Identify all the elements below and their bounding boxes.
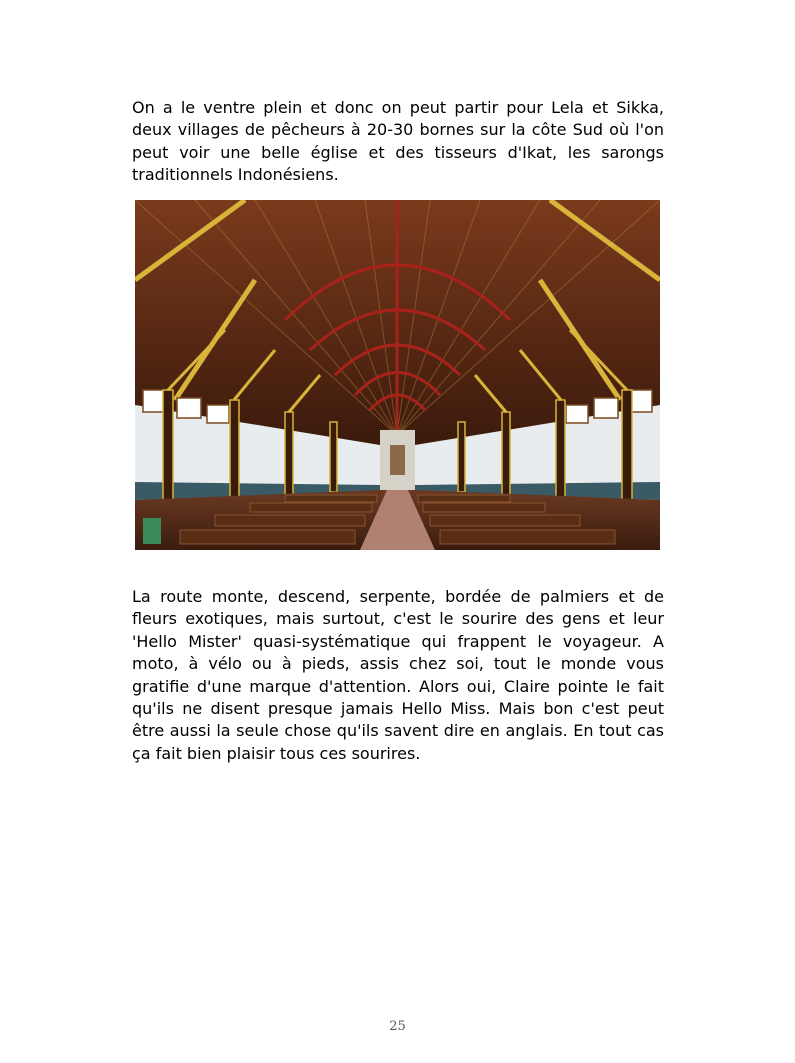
paragraph-2: La route monte, descend, serpente, bordée de palmiers et de fleurs exotiques, mais surtout, c'est le sourire des gens et leur 'Hello Mister' quasi-systématique qui frappent le voyageur. A moto, à vélo ou à pieds, assis chez soi, tout le monde vous gratifie d'une marque d'attention. Alors oui, Claire pointe le fait qu'ils ne disent presque jamais Hello Miss. Mais bon c'est peut être aussi la seule chose qu'ils savent dire en anglais. En tout cas ça fait bien plaisir tous ces sourires. [132, 587, 664, 763]
church-interior-wooden-roof-icon [135, 200, 660, 550]
church-interior-photo [135, 200, 660, 550]
page-number: 25 [389, 1019, 406, 1034]
paragraph-1: On a le ventre plein et donc on peut partir pour Lela et Sikka, deux villages de pêcheurs à 20-30 bornes sur la côte Sud où l'on peut voir une belle église et des tisseurs d'Ikat, les sarongs traditionnels Indonésiens. [132, 98, 664, 185]
